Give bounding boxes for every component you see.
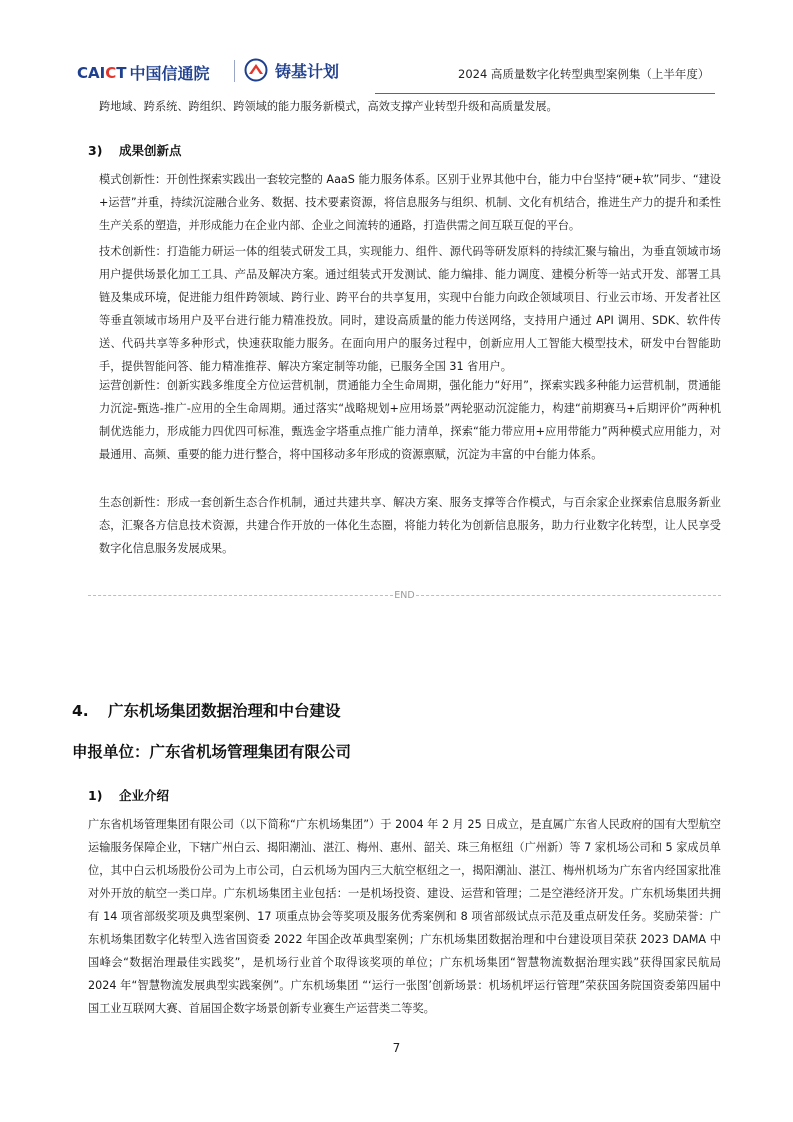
caict-logo-cn: 中国信通院 bbox=[129, 64, 210, 83]
document-title: 2024 高质量数字化转型典型案例集（上半年度） bbox=[458, 67, 710, 81]
zhuji-program-logo bbox=[244, 58, 339, 82]
case-title-text: 广东机场集团数据治理和中台建设 bbox=[108, 702, 341, 720]
case-number: 4. bbox=[72, 702, 89, 720]
page-number: 7 bbox=[392, 1041, 401, 1055]
header-rule bbox=[375, 93, 715, 94]
case-title bbox=[72, 699, 341, 721]
end-label: END bbox=[394, 590, 415, 601]
section-heading-company-intro bbox=[88, 786, 169, 804]
zhuji-emblem-icon bbox=[244, 58, 268, 82]
end-divider bbox=[88, 590, 721, 601]
page-header bbox=[0, 0, 793, 96]
heading-number: 3) bbox=[88, 143, 103, 158]
section-heading-outcomes bbox=[88, 141, 182, 159]
end-divider-dash-left bbox=[88, 595, 393, 596]
heading-text: 成果创新点 bbox=[119, 143, 182, 158]
program-name: 铸基计划 bbox=[275, 61, 340, 81]
carry-over-paragraph: 跨地域、跨系统、跨组织、跨领域的能力服务新模式，高效支撑产业转型升级和高质量发展。 bbox=[99, 100, 558, 113]
heading-text: 企业介绍 bbox=[119, 788, 170, 803]
paragraph-model-innovation: 模式创新性：开创性探索实践出一套较完整的 AaaS 能力服务体系。区别于业界其他中台，能力中台坚持“硬+软”同步、“建设+运营”并重，持续沉淀融合业务、数据、技术要素资源，将信息服务与组织、机制、文化有机结合，推进生产力的提升和柔性生产关系的塑造，并形成能力在企业内部、企业之间流转的通路，打造供需之间互联互促的平台。 bbox=[99, 173, 721, 232]
applicant-unit: 申报单位：广东省机场管理集团有限公司 bbox=[72, 743, 352, 761]
end-divider-dash-right bbox=[416, 595, 721, 596]
caict-logo-en: CAICT bbox=[77, 63, 127, 82]
heading-number: 1) bbox=[88, 788, 103, 803]
paragraph-tech-innovation: 技术创新性：打造能力研运一体的组装式研发工具，实现能力、组件、源代码等研发原料的持续汇聚与输出，为垂直领域市场用户提供场景化加工工具、产品及解决方案。通过组装式开发测试、能力编排、能力调度、建模分析等一站式开发、部署工具链及集成环境，促进能力组件跨领域、跨行业、跨平台的共享复用，实现中台能力向政企领域项目、行业云市场、开发者社区等垂直领域市场用户及平台进行能力精准投放。同时，建设高质量的能力传送网络，支持用户通过 API 调用、SDK、软件传送、代码共享等多种形式，快速获取能力服务。在面向用户的服务过程中，创新应用人工智能大模型技术，研发中台智能助手，提供智能问答、能力精准推荐、解决方案定制等功能，已服务全国 31 省用户。 bbox=[99, 245, 721, 373]
paragraph-ecosystem-innovation: 生态创新性：形成一套创新生态合作机制，通过共建共享、解决方案、服务支撑等合作模式，与百余家企业探索信息服务新业态，汇聚各方信息技术资源，共建合作开放的一体化生态圈，将能力转化为创新信息服务，助力行业数字化转型，让人民享受数字化信息服务发展成果。 bbox=[99, 496, 721, 555]
header-logo-divider bbox=[234, 60, 235, 82]
paragraph-operation-innovation: 运营创新性：创新实践多维度全方位运营机制，贯通能力全生命周期，强化能力“好用”，探索实践多种能力运营机制，贯通能力沉淀-甄选-推广-应用的全生命周期。通过落实“战略规划+应用场景”两轮驱动沉淀能力，构建“前期赛马+后期评价”两种机制优选能力，形成能力四优四可标准，甄选金字塔重点推广能力清单，探索“能力带应用+应用带能力”两种模式应用能力，对最通用、高频、重要的能力进行整合，将中国移动多年形成的资源禀赋，沉淀为丰富的中台能力体系。 bbox=[99, 379, 721, 461]
company-intro-paragraph: 广东省机场管理集团有限公司（以下简称“广东机场集团”）于 2004 年 2 月 25 日成立，是直属广东省人民政府的国有大型航空运输服务保障企业，下辖广州白云、揭阳潮汕、湛江、梅州、惠州、韶关、珠三角枢纽（广州新）等 7 家机场公司和 5 家成员单位，其中白云机场股份公司为上市公司，白云机场为国内三大航空枢纽之一，揭阳潮汕、湛江、梅州机场为广东省内经国家批准对外开放的航空一类口岸。广东机场集团主业包括：一是机场投资、建设、运营和管理；二是空港经济开发。广东机场集团共拥有 14 项省部级奖项及典型案例、17 项重点协会等奖项及服务优秀案例和 8 项省部级试点示范及重点研发任务。奖励荣誉：广东机场集团数字化转型入选省国资委 2022 年国企改革典型案例；广东机场集团数据治理和中台建设项目荣获 2023 DAMA 中国峰会“数据治理最佳实践奖”，是机场行业首个取得该奖项的单位；广东机场集团“智慧物流数据治理实践”获得国家民航局 2024 年“智慧物流发展典型实践案例”。广东机场集团 “‘运行一张图’创新场景：机场机坪运行管理”荣获国务院国资委第四届中国工业互联网大赛、首届国企数字场景创新专业赛生产运营类二等奖。 bbox=[88, 818, 721, 1015]
caict-logo bbox=[77, 61, 209, 84]
